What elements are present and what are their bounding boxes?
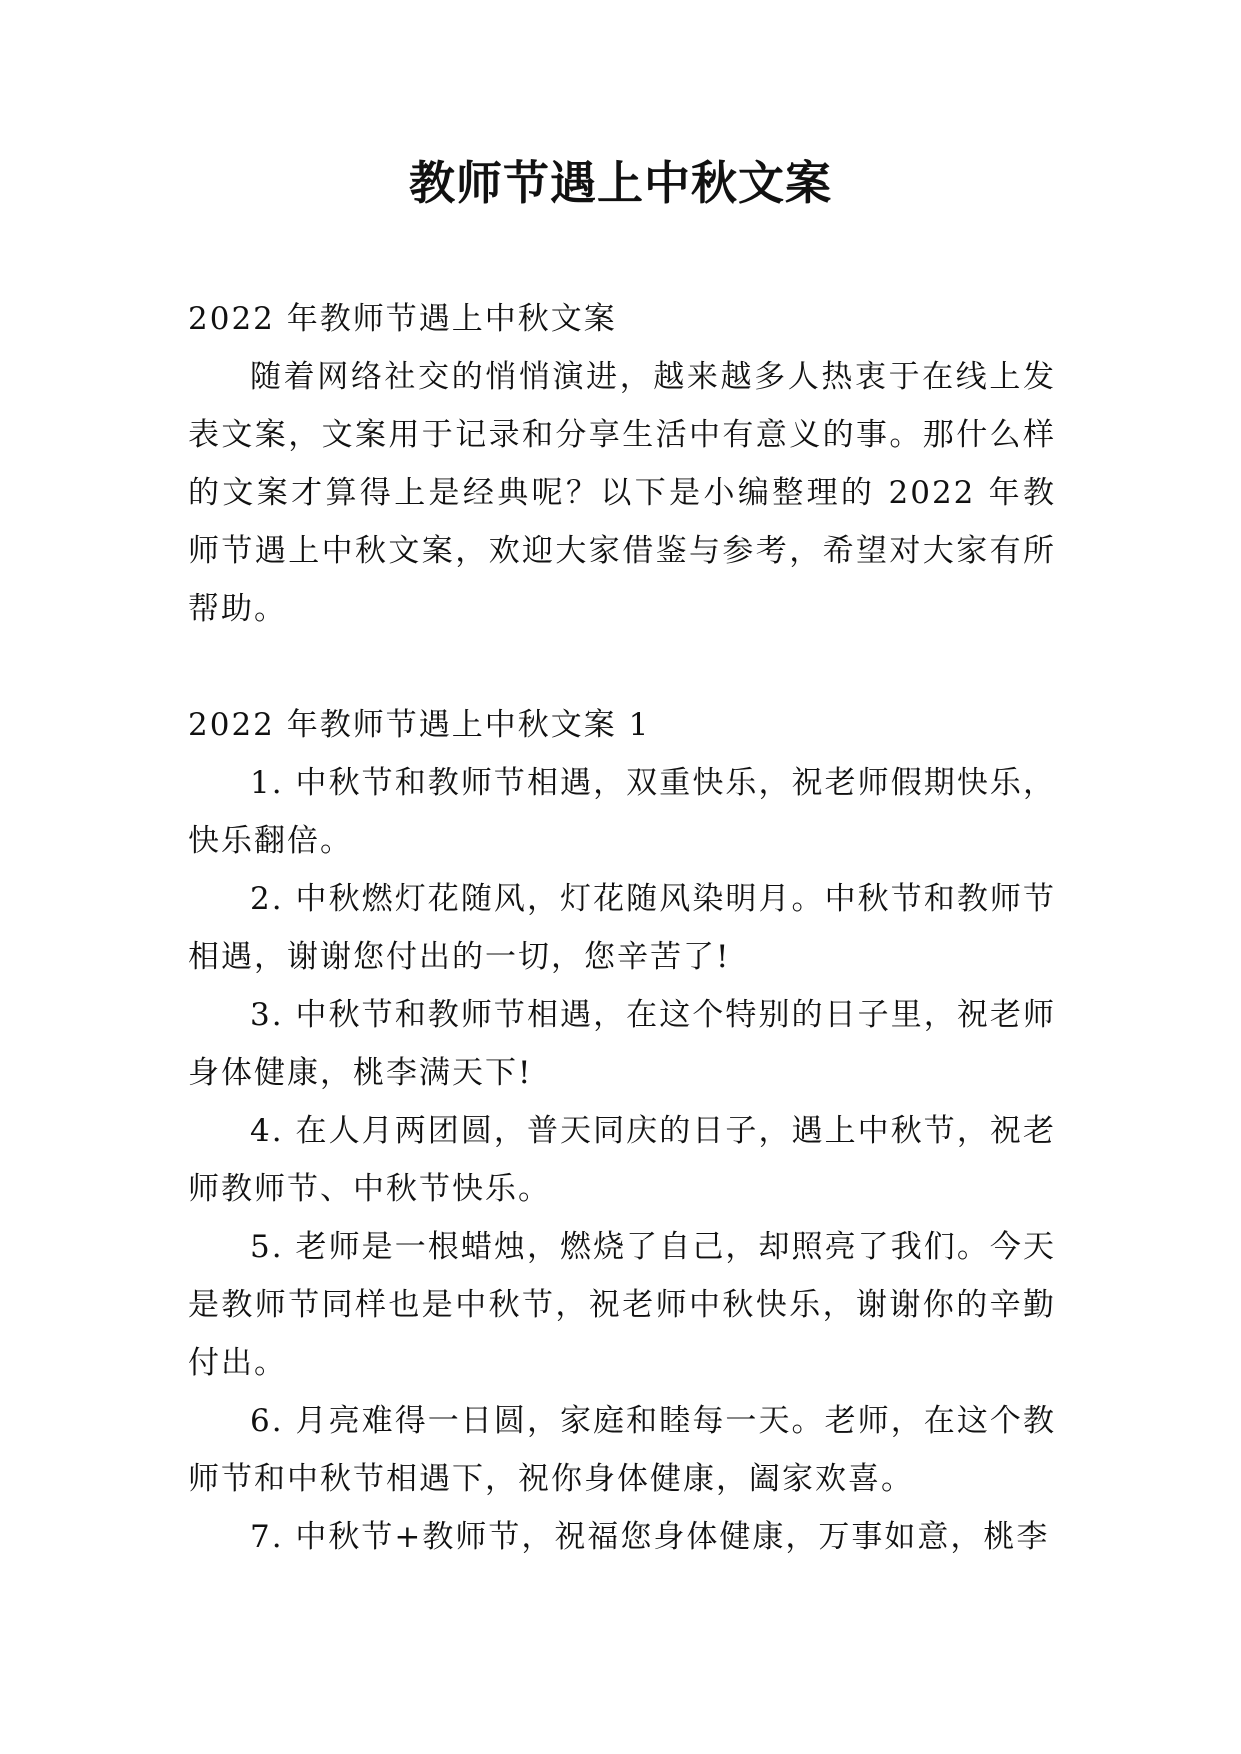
intro-paragraph: 随着网络社交的悄悄演进，越来越多人热衷于在线上发表文案，文案用于记录和分享生活中有意义的事。那什么样的文案才算得上是经典呢？以下是小编整理的 2022 年教师节遇上中秋文案，欢迎大家借鉴与参考，希望对大家有所帮助。 xyxy=(188,359,1056,627)
list-item: 3. 中秋节和教师节相遇，在这个特别的日子里，祝老师身体健康，桃李满天下! xyxy=(188,997,1056,1091)
list-item: 2. 中秋燃灯花随风，灯花随风染明月。中秋节和教师节相遇，谢谢您付出的一切，您辛苦了! xyxy=(188,881,1056,975)
document-body xyxy=(188,290,1056,1566)
list-item: 1. 中秋节和教师节相遇，双重快乐，祝老师假期快乐，快乐翻倍。 xyxy=(188,765,1056,859)
list-item: 7. 中秋节+教师节，祝福您身体健康，万事如意，桃李 xyxy=(250,1519,1050,1555)
intro-heading: 2022 年教师节遇上中秋文案 xyxy=(188,301,617,337)
section-heading: 2022 年教师节遇上中秋文案 1 xyxy=(188,707,651,743)
list-item: 4. 在人月两团圆，普天同庆的日子，遇上中秋节，祝老师教师节、中秋节快乐。 xyxy=(188,1113,1056,1207)
section-spacer xyxy=(188,638,1056,696)
list-item: 6. 月亮难得一日圆，家庭和睦每一天。老师，在这个教师节和中秋节相遇下，祝你身体健康，阖家欢喜。 xyxy=(188,1403,1056,1497)
list-item: 5. 老师是一根蜡烛，燃烧了自己，却照亮了我们。今天是教师节同样也是中秋节，祝老师中秋快乐，谢谢你的辛勤付出。 xyxy=(188,1229,1056,1381)
document-title: 教师节遇上中秋文案 xyxy=(409,156,832,210)
